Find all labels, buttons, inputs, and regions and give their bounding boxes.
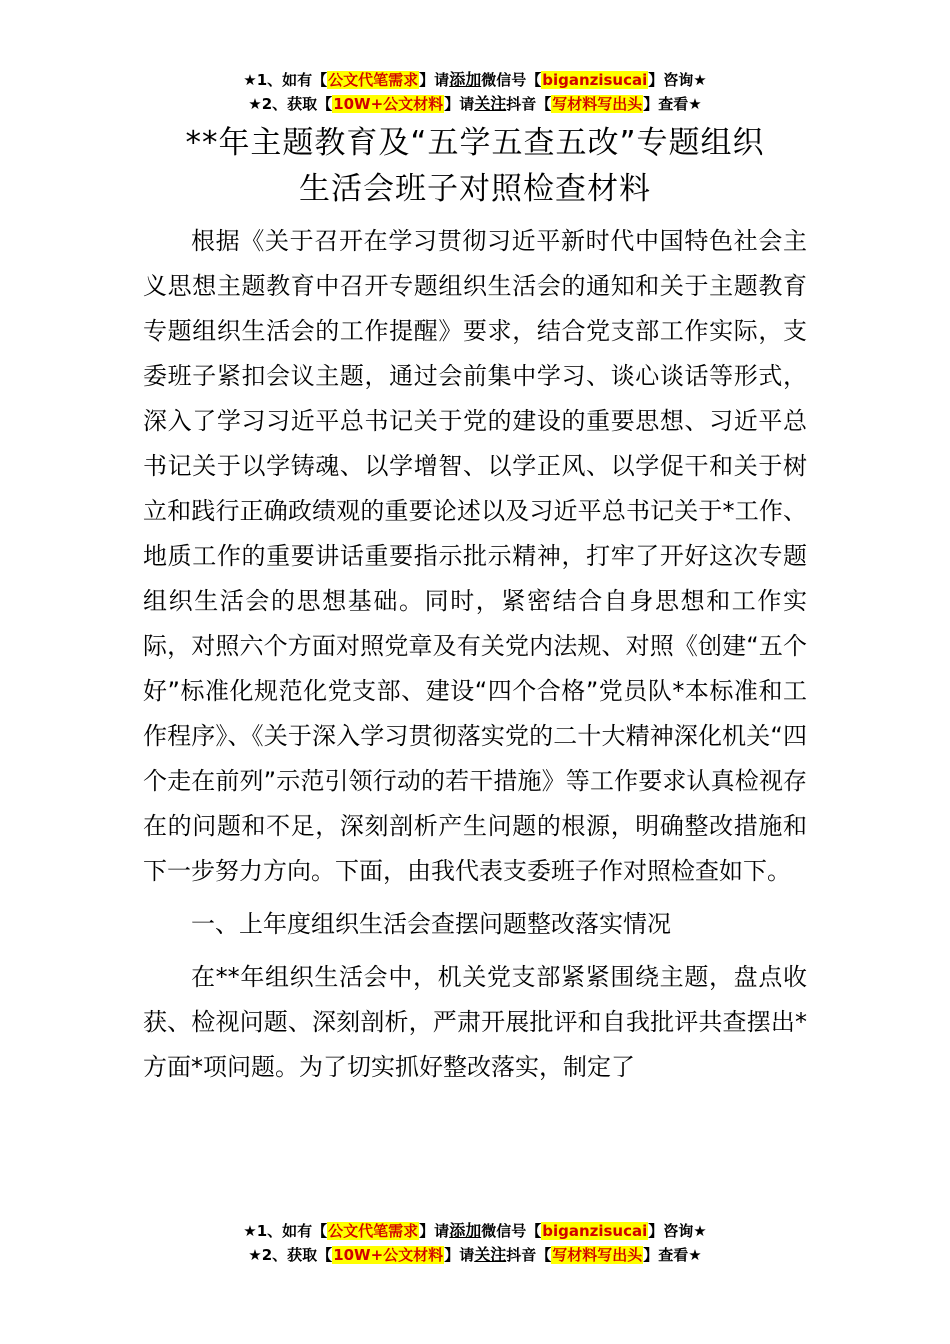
promo-footer-highlight-service: 公文代笔需求 [328, 1222, 419, 1240]
promo-line-1-mid2: 微信号【 [481, 71, 542, 89]
promo-highlight-wechat: biganzisucai [542, 71, 648, 89]
promo-footer-line-2-suffix: 】查看★ [643, 1246, 702, 1264]
promo-footer-emphasis-follow: 关注 [474, 1245, 507, 1264]
promo-line-2-suffix: 】查看★ [643, 95, 702, 113]
promo-footer-line-1-suffix: 】咨询★ [648, 1222, 707, 1240]
promo-line-1 [0, 68, 950, 92]
promo-emphasis-follow: 关注 [474, 94, 507, 113]
promo-line-1-suffix: 】咨询★ [648, 71, 707, 89]
body-paragraph-2: 在**年组织生活会中，机关党支部紧紧围绕主题，盘点收获、检视问题、深刻剖析，严肃开展批评和自我批评共查摆出*方面*项问题。为了切实抓好整改落实，制定了 [143, 963, 807, 1081]
promo-footer-line-1-mid2: 微信号【 [481, 1222, 542, 1240]
promo-line-1-prefix: ★1、如有【 [243, 71, 328, 89]
document-title-line-1: **年主题教育及“五学五查五改”专题组织 [185, 125, 765, 161]
promo-line-2-mid2: 抖音【 [506, 95, 552, 113]
promo-footer-line-2-prefix: ★2、获取【 [248, 1246, 333, 1264]
promo-footer-line-1 [0, 1219, 950, 1243]
document-title [0, 120, 950, 212]
promo-footer-line-2-mid: 】请 [444, 1246, 475, 1264]
promo-footer-emphasis-add: 添加 [449, 1221, 482, 1240]
section-heading-1: 一、上年度组织生活会查摆问题整改落实情况 [191, 910, 671, 938]
body-paragraph-1: 根据《关于召开在学习贯彻习近平新时代中国特色社会主义思想主题教育中召开专题组织生活会的通知和关于主题教育专题组织生活会的工作提醒》要求，结合党支部工作实际，支委班子紧扣会议主题，通过会前集中学习、谈心谈话等形式，深入了学习习近平总书记关于党的建设的重要思想、习近平总书记关于以学铸魂、以学增智、以学正风、以学促干和关于树立和践行正确政绩观的重要论述以及习近平总书记关于*工作、地质工作的重要讲话重要指示批示精神，打牢了开好这次专题组织生活会的思想基础。同时，紧密结合自身思想和工作实际，对照六个方面对照党章及有关党内法规、对照《创建“五个好”标准化规范化党支部、建设“四个合格”党员队*本标准和工作程序》、《关于深入学习贯彻落实党的二十大精神深化机关“四个走在前列”示范引领行动的若干措施》等工作要求认真检视存在的问题和不足，深刻剖析产生问题的根源，明确整改措施和下一步努力方向。下面，由我代表支委班子作对照检查如下。 [143, 227, 807, 885]
promo-highlight-douyin: 写材料写出头 [552, 95, 643, 113]
promo-highlight-service: 公文代笔需求 [328, 71, 419, 89]
promo-highlight-materials: 10W+公文材料 [333, 95, 444, 113]
promo-footer-line-2-mid2: 抖音【 [506, 1246, 552, 1264]
promo-footer-line-1-prefix: ★1、如有【 [243, 1222, 328, 1240]
promo-emphasis-add: 添加 [449, 70, 482, 89]
promo-footer-highlight-materials: 10W+公文材料 [333, 1246, 444, 1264]
promo-footer-highlight-douyin: 写材料写出头 [552, 1246, 643, 1264]
promo-line-2-mid: 】请 [444, 95, 475, 113]
promo-footer [0, 1219, 950, 1267]
document-body [143, 219, 807, 1090]
promo-line-2 [0, 92, 950, 116]
promo-line-1-mid: 】请 [419, 71, 450, 89]
promo-footer-line-2 [0, 1243, 950, 1267]
promo-footer-highlight-wechat: biganzisucai [542, 1222, 648, 1240]
promo-header [0, 68, 950, 116]
promo-line-2-prefix: ★2、获取【 [248, 95, 333, 113]
document-title-line-2: 生活会班子对照检查材料 [299, 171, 651, 207]
promo-footer-line-1-mid: 】请 [419, 1222, 450, 1240]
